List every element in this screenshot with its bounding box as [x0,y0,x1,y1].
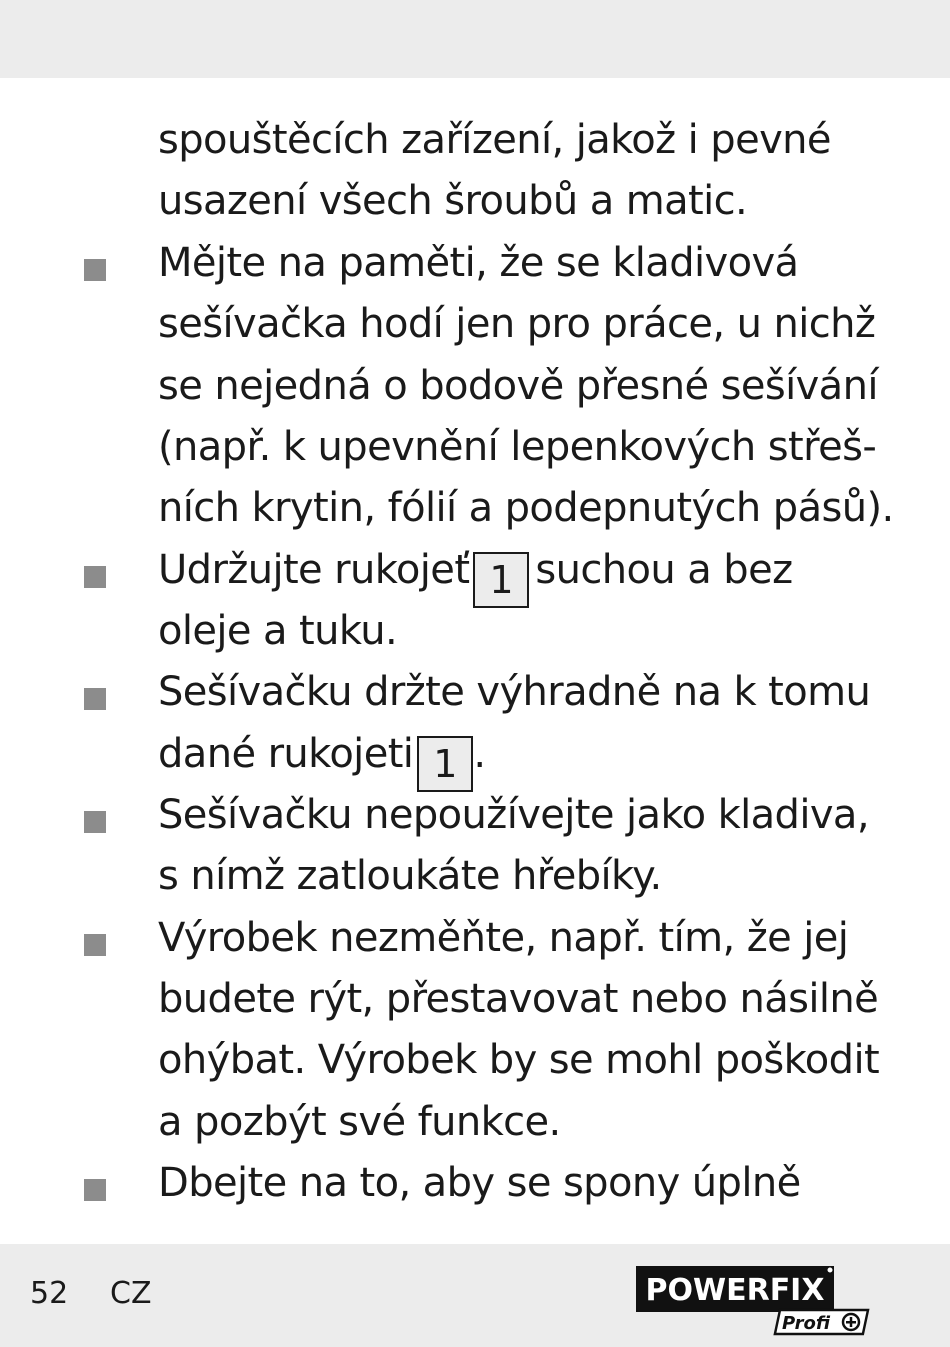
bullet-square-icon [84,688,106,710]
logo-sub-text: Profi [782,1313,831,1334]
bullet-square-icon [84,566,106,588]
header-band [0,0,950,78]
text-line [158,540,793,601]
text-line: Mějte na paměti, že se kladivová [158,240,799,286]
text-segment: . [473,731,486,777]
text-line: ohýbat. Výrobek by se mohl poškodit [158,1037,880,1083]
part-reference-box: 1 [417,736,473,792]
bullet-square-icon [84,934,106,956]
bullet-square-icon [84,259,106,281]
powerfix-profi-logo [636,1266,874,1336]
text-line: spouštěcích zařízení, jakož i pevné [158,117,831,163]
text-line: Sešívačku držte výhradně na k tomu [158,669,871,715]
text-line: Výrobek nezměňte, např. tím, že jej [158,915,849,961]
text-line: s nímž zatloukáte hřebíky. [158,853,662,899]
text-line: Dbejte na to, aby se spony úplně [158,1160,801,1206]
text-line: (např. k upevnění lepenkových střeš- [158,424,877,470]
text-segment: Udržujte rukojeť [158,547,470,593]
language-code: CZ [110,1276,152,1311]
text-line [158,724,485,785]
logo-brand-text: POWERFIX [645,1273,825,1308]
bullet-square-icon [84,811,106,833]
text-line: sešívačka hodí jen pro práce, u nichž [158,301,876,347]
text-line: oleje a tuku. [158,608,398,654]
part-reference-box: 1 [473,552,529,608]
text-line: budete rýt, přestavovat nebo násilně [158,976,879,1022]
page-footer [0,1244,950,1347]
text-line: se nejedná o bodově přesné sešívání [158,363,878,409]
bullet-square-icon [84,1179,106,1201]
page-number: 52 [30,1276,69,1311]
text-line: a pozbýt své funkce. [158,1099,561,1145]
text-line: usazení všech šroubů a matic. [158,178,748,224]
text-segment: suchou a bez [535,547,793,593]
text-segment: dané rukojeti [158,731,414,777]
text-line: ních krytin, fólií a podepnutých pásů). [158,485,894,531]
text-line: Sešívačku nepoužívejte jako kladiva, [158,792,869,838]
